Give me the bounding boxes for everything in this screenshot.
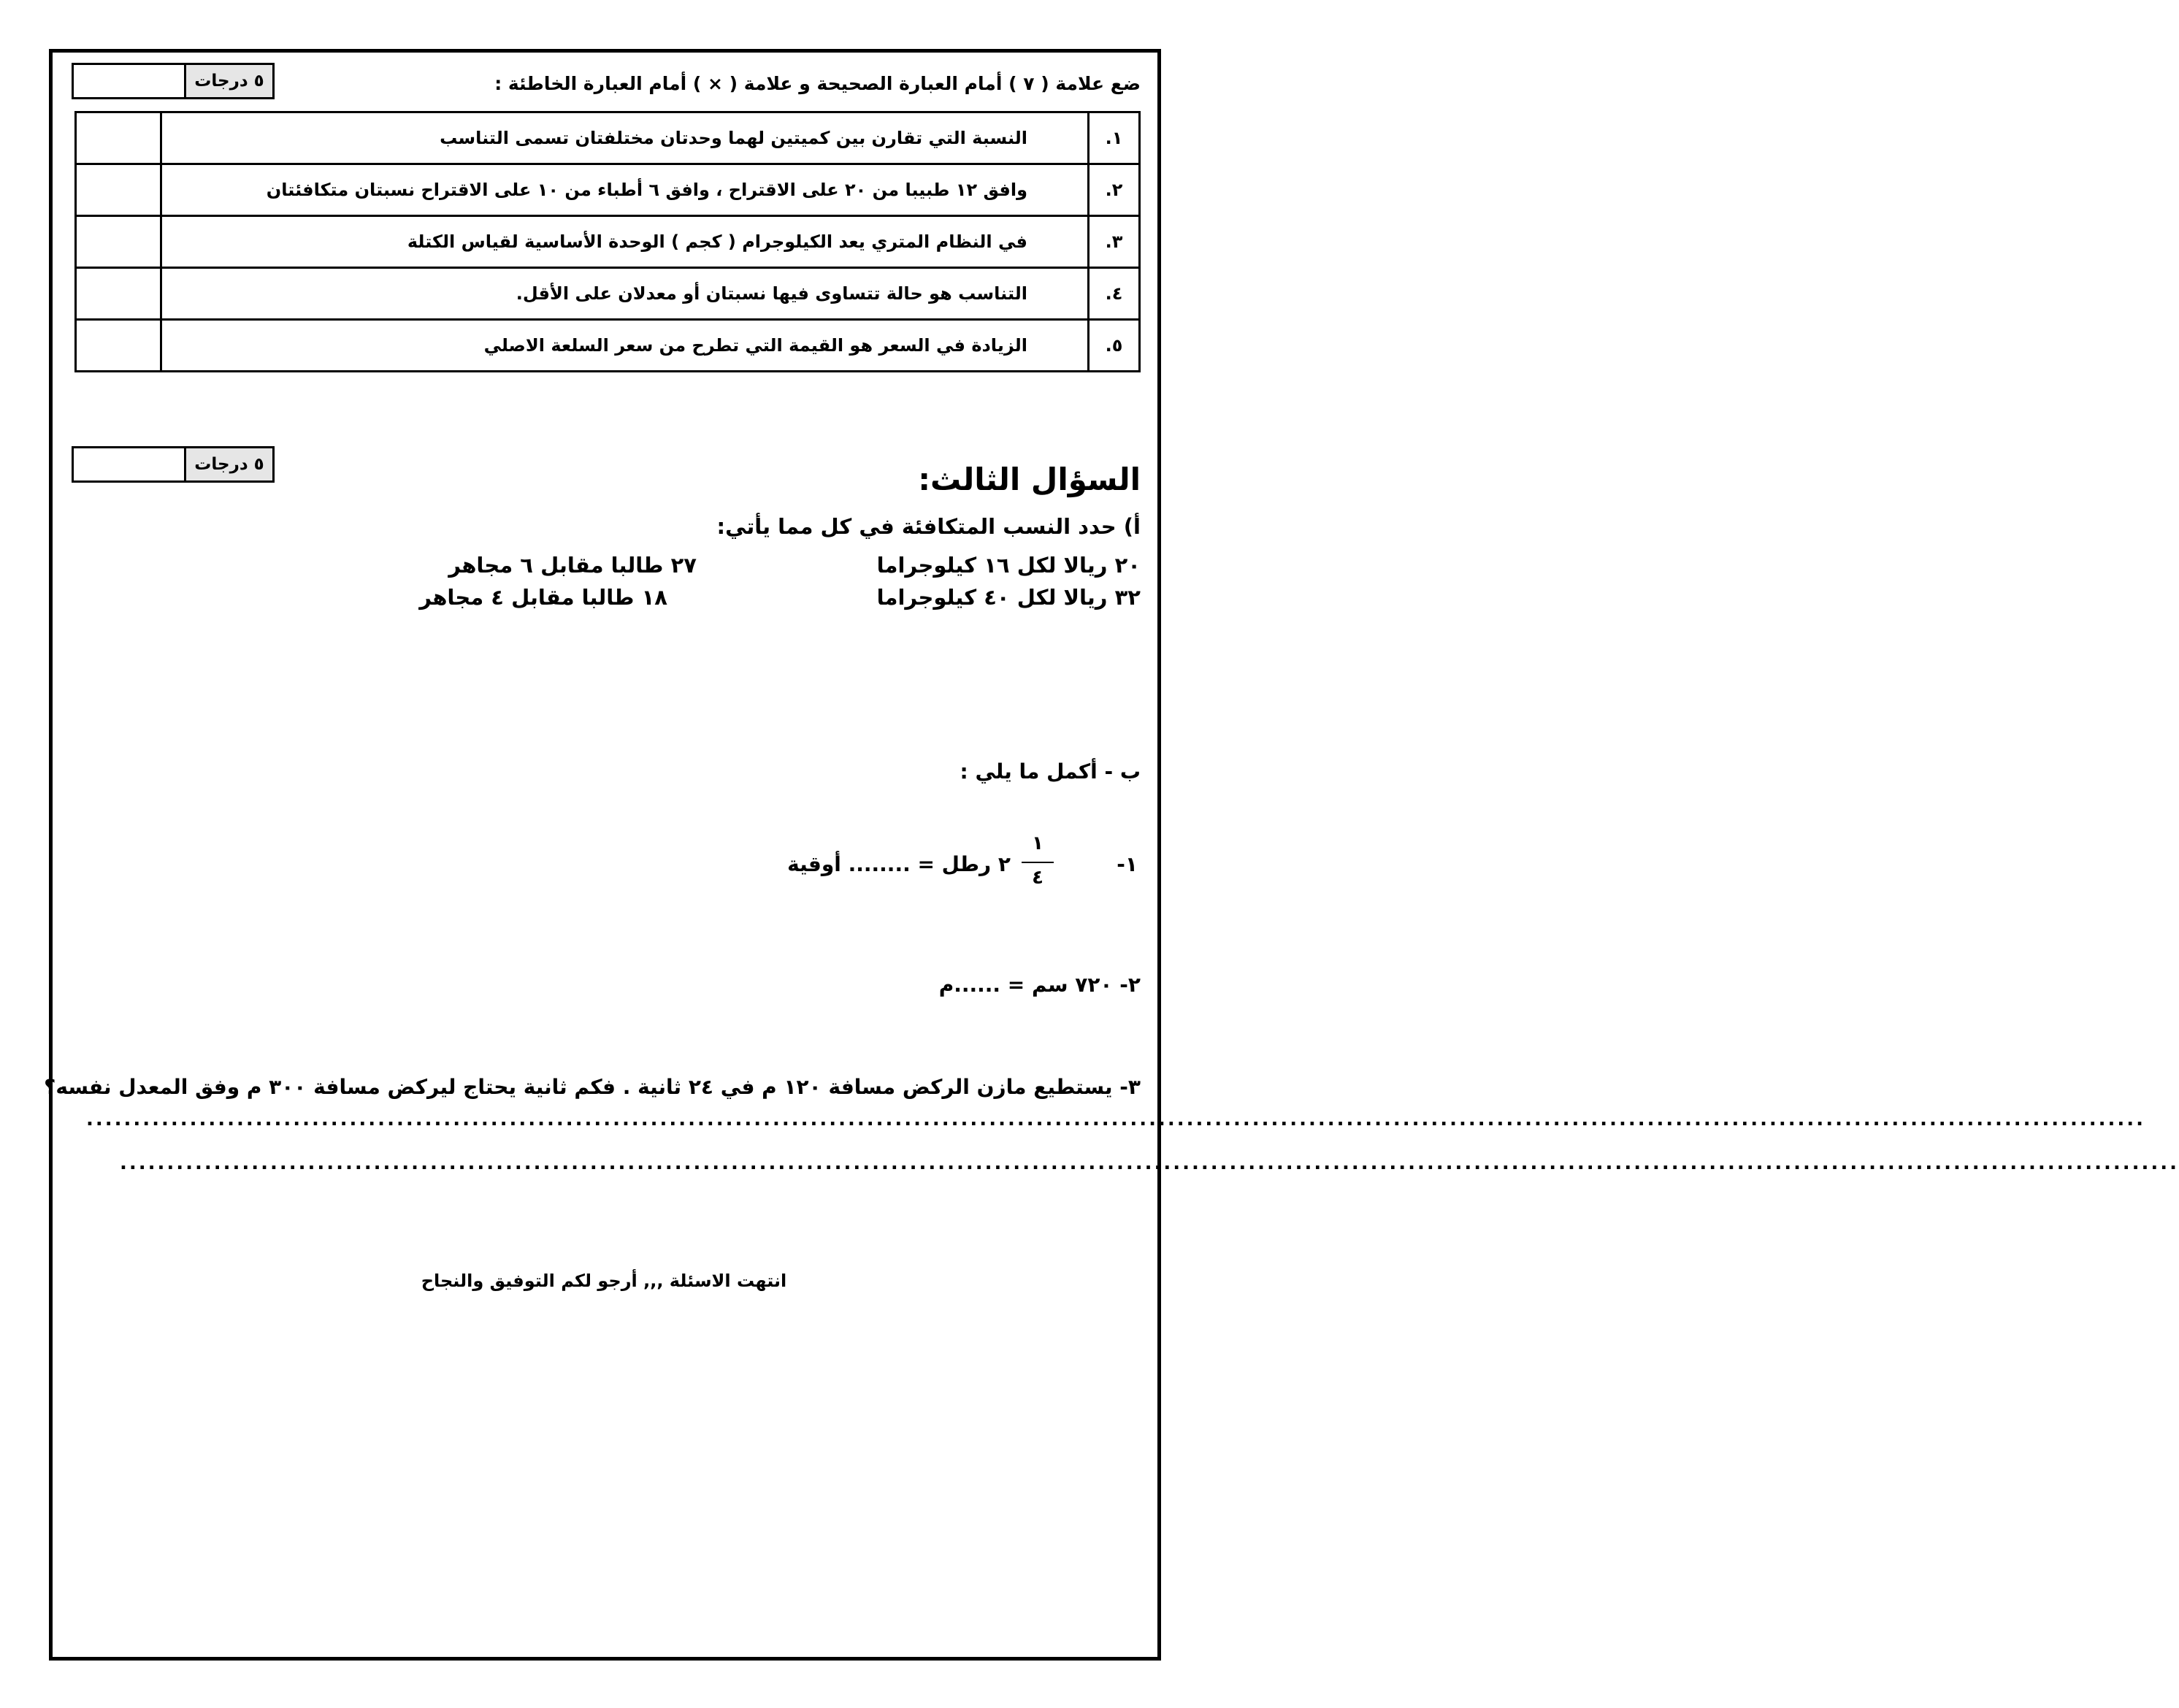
part-b-prompt: ب - أكمل ما يلي : <box>960 759 1141 784</box>
table-row <box>76 268 1140 320</box>
item-2: ٢- ٧٢٠ سم = ......م <box>938 973 1141 997</box>
row-number: ٣. <box>1089 216 1140 268</box>
row-number: ٤. <box>1089 268 1140 320</box>
answer-cell[interactable] <box>76 216 161 268</box>
answer-cell[interactable] <box>76 268 161 320</box>
statement-cell: الزيادة في السعر هو القيمة التي تطرح من سعر السلعة الاصلي <box>161 320 1089 372</box>
answer-line-2[interactable]: ........................................................................................................................................................................................................................... <box>120 1152 2179 1174</box>
answer-cell[interactable] <box>76 164 161 216</box>
score-blank[interactable] <box>74 65 186 97</box>
score-label: ٥ درجات <box>186 448 272 480</box>
fraction-denominator: ٤ <box>1032 867 1043 889</box>
ratio-right-2: ٣٢ ريالا لكل ٤٠ كيلوجراما <box>876 585 1141 610</box>
table-row <box>76 320 1140 372</box>
ratio-left-1: ٢٧ طالبا مقابل ٦ مجاهر <box>448 553 697 578</box>
fraction-numerator: ١ <box>1032 832 1043 854</box>
closing-message: انتهت الاسئلة ,,, أرجو لكم التوفيق والنجاح <box>421 1271 787 1291</box>
row-number: ١. <box>1089 112 1140 164</box>
statement-cell: وافق ١٢ طبيبا من ٢٠ على الاقتراح ، وافق ٦ أطباء من ١٠ على الاقتراح نسبتان متكافئتان <box>161 164 1089 216</box>
statement-cell: النسبة التي تقارن بين كميتين لهما وحدتان مختلفتان تسمى التناسب <box>161 112 1089 164</box>
fraction-bar <box>1022 862 1054 863</box>
answer-cell[interactable] <box>76 112 161 164</box>
answer-cell[interactable] <box>76 320 161 372</box>
score-blank[interactable] <box>74 448 186 480</box>
true-false-table <box>74 111 1141 372</box>
score-label: ٥ درجات <box>186 65 272 97</box>
item-1-number: ١- <box>1117 852 1138 876</box>
item-1-text: ٢ رطل = ........ أوقية <box>787 852 1011 876</box>
row-number: ٥. <box>1089 320 1140 372</box>
score-box-section-three <box>72 446 275 483</box>
score-box-section-two <box>72 63 275 99</box>
table-row <box>76 164 1140 216</box>
statement-cell: في النظام المتري يعد الكيلوجرام ( كجم ) الوحدة الأساسية لقياس الكتلة <box>161 216 1089 268</box>
true-false-instruction: ضع علامة ( ٧ ) أمام العبارة الصحيحة و علامة ( × ) أمام العبارة الخاطئة : <box>494 73 1141 94</box>
ratio-left-2: ١٨ طالبا مقابل ٤ مجاهر <box>419 585 667 610</box>
table-row <box>76 112 1140 164</box>
question-three-title: السؤال الثالث: <box>918 462 1141 497</box>
ratio-right-1: ٢٠ ريالا لكل ١٦ كيلوجراما <box>876 553 1141 578</box>
row-number: ٢. <box>1089 164 1140 216</box>
answer-line-1[interactable]: ........................................................................................................................................................................................................................... <box>86 1108 2146 1130</box>
part-a-prompt: أ) حدد النسب المتكافئة في كل مما يأتي: <box>716 514 1141 539</box>
item-3: ٣- يستطيع مازن الركض مسافة ١٢٠ م في ٢٤ ثانية . فكم ثانية يحتاج ليركض مسافة ٣٠٠ م وفق المعدل نفسه؟ <box>44 1075 1141 1099</box>
statement-cell: التناسب هو حالة تتساوى فيها نسبتان أو معدلان على الأقل. <box>161 268 1089 320</box>
table-row <box>76 216 1140 268</box>
